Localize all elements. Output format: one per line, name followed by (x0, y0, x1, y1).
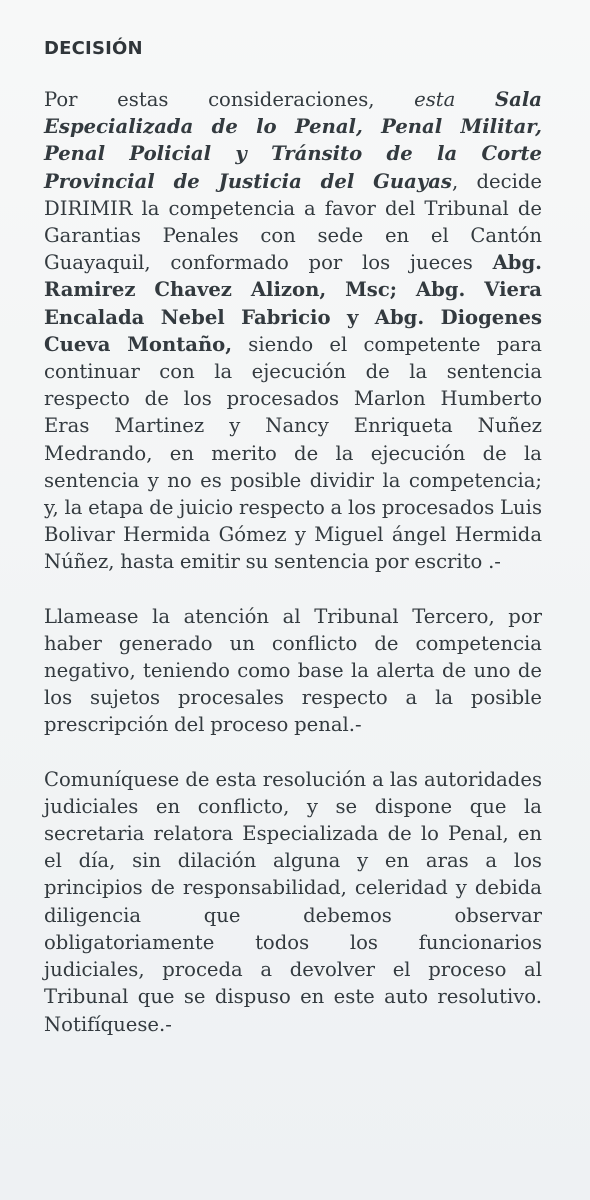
attention-paragraph: Llamease la atención al Tribunal Tercero, por haber generado un conflicto de competencia negativo, teniendo como base la alerta de uno de los sujetos procesales respecto a la posible prescripción del proceso penal.- (44, 604, 542, 737)
court-name-text: Sala Especializada de lo Penal, Penal Militar, Penal Policial y Tránsito de la Corte Provincial de Justicia del Guayas (44, 88, 542, 193)
section-heading: DECISIÓN (44, 38, 143, 59)
decision-paragraph (44, 86, 542, 576)
decision-body-text: , decide DIRIMIR la competencia a favor del Tribunal de Garantias Penales con sede en el Cantón Guayaquil, conformado por los jueces (44, 169, 542, 275)
notification-paragraph: Comuníquese de esta resolución a las autoridades judiciales en conflicto, y se dispone que la secretaria relatora Especializada de lo Penal, en el día, sin dilación alguna y en aras a los principios de responsabilidad, celeridad y debida diligencia que debemos observar obligatoriamente todos los funcionarios judiciales, proceda a devolver el proceso al Tribunal que se dispuso en este auto resolutivo. Notifíquese.- (44, 767, 542, 1036)
decision-intro-text: Por estas consideraciones, (44, 88, 415, 111)
judges-names-text: Abg. Ramirez Chavez Alizon, Msc; Abg. Viera Encalada Nebel Fabricio y Abg. Diogenes Cueva Montaño, (44, 251, 542, 356)
decision-rest-text: siendo el competente para continuar con la ejecución de la sentencia respecto de los procesados Marlon Humberto Eras Martinez y Nancy Enriqueta Nuñez Medrando, en merito de la ejecución de la sentencia y no es posible dividir la competencia; y, la etapa de juicio respecto a los procesados Luis Bolivar Hermida Gómez y Miguel ángel Hermida Núñez, hasta emitir su sentencia por escrito .- (44, 332, 542, 574)
decision-esta-text: esta (414, 88, 495, 111)
